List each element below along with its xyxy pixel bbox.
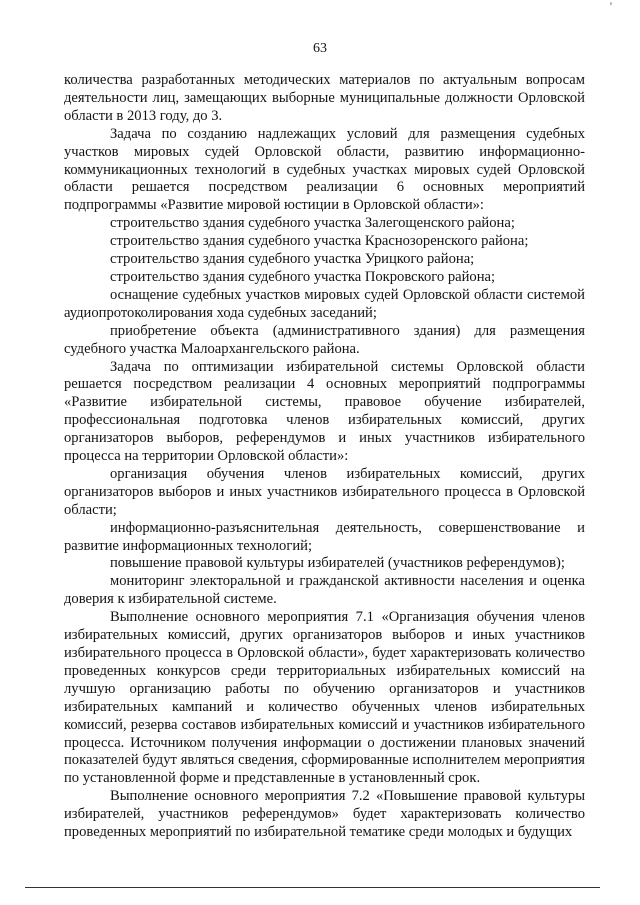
paragraph: мониторинг электоральной и гражданской активности населения и оценка доверия к избирательной системе.: [64, 573, 585, 608]
page-number: 63: [313, 41, 327, 56]
paragraph: информационно-разъяснительная деятельность, совершенствование и развитие информационных технологий;: [64, 519, 585, 554]
scan-mark: ': [609, 0, 612, 13]
document-body: [64, 72, 585, 842]
paragraph-continuation: количества разработанных методических материалов по актуальным вопросам деятельности лиц, замещающих выборные муниципальные должности Орловской области в 2013 году, до 3.: [64, 72, 585, 124]
paragraph: строительство здания судебного участка Покровского района;: [110, 268, 496, 285]
paragraph: Задача по созданию надлежащих условий для размещения судебных участков мировых судей Орловской области, развитию информационно-коммуникационных технологий в судебных участках мировых судей Орловской области решается посредством реализации 6 основных мероприятий подпрограммы «Развитие мировой юстиции в Орловской области»:: [64, 125, 585, 214]
paragraph: повышение правовой культуры избирателей (участников референдумов);: [110, 555, 565, 572]
paragraph: строительство здания судебного участка Краснозоренского района;: [110, 233, 529, 250]
paragraph: организация обучения членов избирательных комиссий, других организаторов выборов и иных участников избирательного процесса в Орловской области;: [64, 465, 585, 518]
paragraph: Выполнение основного мероприятия 7.2 «Повышение правовой культуры избирателей, участников референдумов» будет характеризовать количество проведенных мероприятий по избирательной тематике среди молодых и будущих: [64, 788, 585, 841]
paragraph: Задача по оптимизации избирательной системы Орловской области решается посредством реализации 4 основных мероприятий подпрограммы «Развитие избирательной системы, правовое обучение избирателей, профессиональная подготовка членов избирательных комиссий, других организаторов выборов, референдумов и иных участников избирательного процесса на территории Орловской области»:: [64, 358, 585, 465]
paragraph: строительство здания судебного участка Урицкого района;: [110, 251, 475, 268]
paragraph: оснащение судебных участков мировых судей Орловской области системой аудиопротоколирования хода судебных заседаний;: [64, 286, 585, 321]
paragraph: приобретение объекта (административного здания) для размещения судебного участка Малоархангельского района.: [64, 322, 585, 357]
paragraph: строительство здания судебного участка Залегощенского района;: [110, 215, 515, 232]
footer-rule: [25, 887, 600, 888]
paragraph: Выполнение основного мероприятия 7.1 «Организация обучения членов избирательных комиссий, других организаторов выборов и иных участников избирательного процесса в Орловской области», будет характеризовать количество проведенных конкурсов среди территориальных избирательных комиссий на лучшую организацию работы по обучению организаторов и участников избирательных кампаний и количество обученных членов избирательных комиссий, резерва составов избирательных комиссий и участников избирательного процесса. Источником получения информации о достижении плановых значений показателей будут являться сведения, сформированные исполнителем мероприятия по установленной форме и представленные в установленный срок.: [64, 609, 585, 787]
